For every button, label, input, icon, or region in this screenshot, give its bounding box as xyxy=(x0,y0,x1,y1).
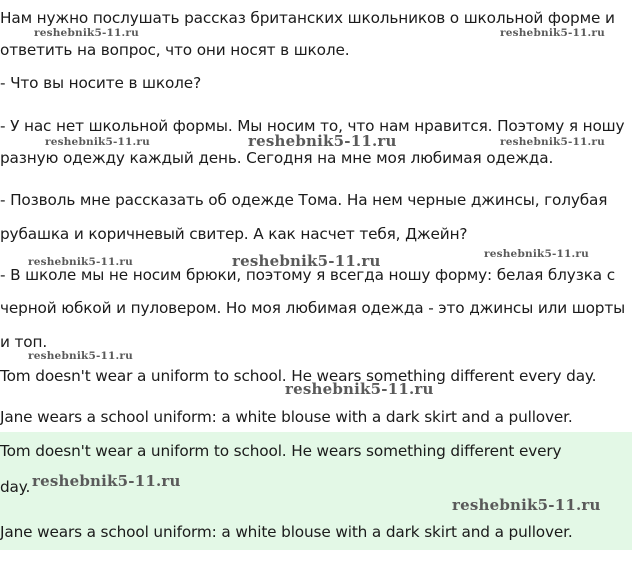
watermark: reshebnik5-11.ru xyxy=(34,27,139,39)
statement-tom: Tom doesn't wear a uniform to school. He wears something different every day. xyxy=(0,367,597,385)
watermark: reshebnik5-11.ru xyxy=(500,27,605,39)
answer-tom-line-1: Tom doesn't wear a uniform to school. He wears something different every xyxy=(0,442,562,460)
dialogue-line-3: - Что вы носите в школе? xyxy=(0,74,202,92)
watermark: reshebnik5-11.ru xyxy=(500,136,605,148)
dialogue-line-4: - У нас нет школьной формы. Мы носим то, что нам нравится. Поэтому я ношу xyxy=(0,117,625,135)
watermark: reshebnik5-11.ru xyxy=(248,132,397,150)
watermark: reshebnik5-11.ru xyxy=(32,472,181,490)
statement-jane: Jane wears a school uniform: a white blouse with a dark skirt and a pullover. xyxy=(0,408,573,426)
dialogue-line-8: - В школе мы не носим брюки, поэтому я всегда ношу форму: белая блузка с xyxy=(0,266,615,284)
answer-tom-line-2: day. xyxy=(0,478,31,496)
dialogue-line-9: черной юбкой и пуловером. Но моя любимая одежда - это джинсы или шорты xyxy=(0,299,626,317)
watermark: reshebnik5-11.ru xyxy=(232,252,381,270)
dialogue-line-2: ответить на вопрос, что они носят в школе. xyxy=(0,41,350,59)
watermark: reshebnik5-11.ru xyxy=(452,496,601,514)
watermark: reshebnik5-11.ru xyxy=(28,350,133,362)
dialogue-line-5: разную одежду каждый день. Сегодня на мне моя любимая одежда. xyxy=(0,149,554,167)
dialogue-line-1: Нам нужно послушать рассказ британских школьников о школьной форме и xyxy=(0,9,615,27)
answer-jane: Jane wears a school uniform: a white blouse with a dark skirt and a pullover. xyxy=(0,523,573,541)
dialogue-line-10: и топ. xyxy=(0,333,48,351)
watermark: reshebnik5-11.ru xyxy=(285,380,434,398)
watermark: reshebnik5-11.ru xyxy=(45,136,150,148)
watermark: reshebnik5-11.ru xyxy=(28,256,133,268)
dialogue-line-7: рубашка и коричневый свитер. А как насчет тебя, Джейн? xyxy=(0,225,468,243)
dialogue-line-6: - Позволь мне рассказать об одежде Тома. На нем черные джинсы, голубая xyxy=(0,191,608,209)
watermark: reshebnik5-11.ru xyxy=(484,248,589,260)
